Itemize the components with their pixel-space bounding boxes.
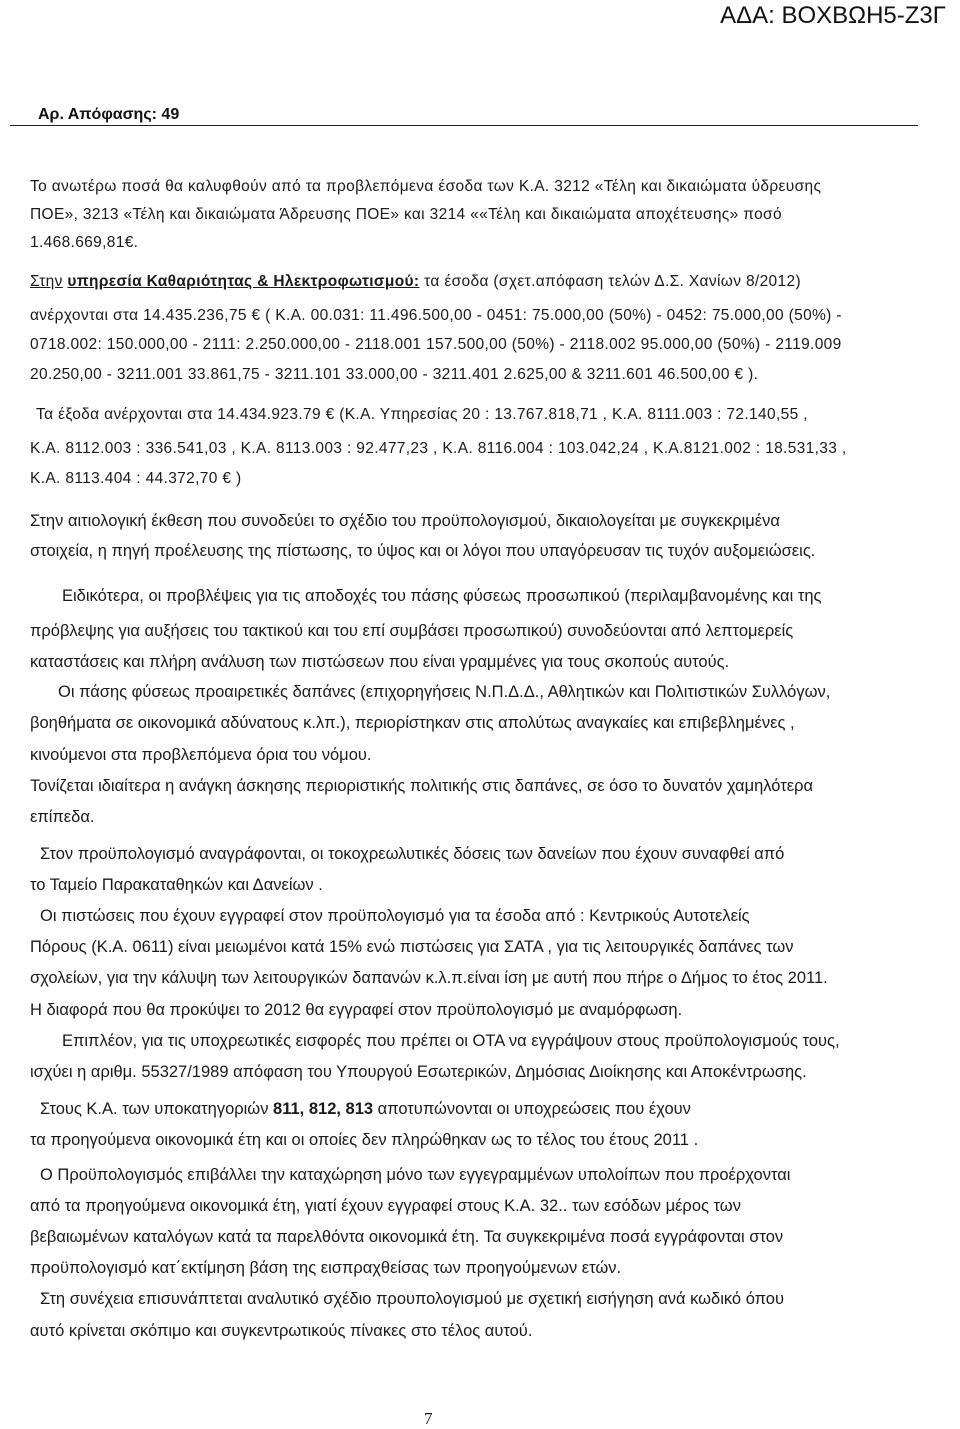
cleaning-expenses-line-2: Κ.Α. 8112.003 : 336.541,03 , Κ.Α. 8113.003 : 92.477,23 , Κ.Α. 8116.004 : 103.042,24 , Κ.Α.8121.002 : 18.531,33 ,: [30, 440, 847, 457]
mandatory-contributions-line-1: Επιπλέον, για τις υποχρεωτικές εισφορές που πρέπει οι ΟΤΑ να εγγράψουν στους προϋπολογισμούς τους,: [62, 1032, 840, 1050]
justification-line-1: Στην αιτιολογική έκθεση που συνοδεύει το σχέδιο του προϋπολογισμού, δικαιολογείται με συγκεκριμένα: [30, 512, 780, 530]
subcategories-prefix: Στους Κ.Α. των υποκατηγοριών: [40, 1100, 269, 1118]
funding-line-1: Το ανωτέρω ποσά θα καλυφθούν από τα προβλεπόμενα έσοδα των Κ.Α. 3212 «Τέλη και δικαιώματα ύδρευσης: [30, 178, 822, 195]
optional-expenses-line-2: βοηθήματα σε οικονομικά αδύνατους κ.λπ.), περιορίστηκαν στις απολύτως αναγκαίες και επιβεβλημένες ,: [30, 714, 795, 732]
balances-line-4: προϋπολογισμό κατ΄εκτίμηση βάση της εισπραχθείσας των προηγούμενων ετών.: [30, 1259, 622, 1277]
loan-instalments-line-1: Στον προϋπολογισμό αναγράφονται, οι τοκοχρεωλυτικές δόσεις των δανείων που έχουν συναφθεί από: [40, 845, 785, 863]
funding-line-3: 1.468.669,81€.: [30, 234, 139, 251]
decision-number: Αρ. Απόφασης: 49: [38, 106, 180, 123]
cleaning-service-name: υπηρεσία Καθαριότητας & Ηλεκτροφωτισμού:: [67, 273, 420, 290]
cleaning-expenses-line-1: Τα έξοδα ανέρχονται στα 14.434.923.79 € (Κ.Α. Υπηρεσίας 20 : 13.767.818,71 , Κ.Α. 8111.003 : 72.140,55 ,: [36, 406, 808, 423]
cleaning-revenue-intro: τα έσοδα (σχετ.απόφαση τελών Δ.Σ. Χανίων 8/2012): [424, 273, 801, 290]
staff-forecast-line-1: Ειδικότερα, οι προβλέψεις για τις αποδοχές του πάσης φύσεως προσωπικού (περιλαμβανομένης και της: [62, 587, 822, 605]
cleaning-prefix: Στην: [30, 273, 63, 290]
ada-code: ΑΔΑ: ΒΟΧΒΩΗ5-Ζ3Γ: [720, 2, 946, 29]
staff-forecast-line-2: πρόβλεψης για αυξήσεις του τακτικού και του επί συμβάσει προσωπικού) συνοδεύονται από λεπτομερείς: [30, 622, 794, 640]
optional-expenses-line-1: Οι πάσης φύσεως προαιρετικές δαπάνες (επιχορηγήσεις Ν.Π.Δ.Δ., Αθλητικών και Πολιτιστικών Συλλόγων,: [58, 683, 831, 701]
justification-line-2: στοιχεία, η πηγή προέλευσης της πίστωσης, το ύψος και οι λόγοι που υπαγόρευσαν τις τυχόν αυξομειώσεις.: [30, 542, 816, 560]
central-resources-line-4: Η διαφορά που θα προκύψει το 2012 θα εγγραφεί στον προϋπολογισμό με αναμόρφωση.: [30, 1001, 683, 1019]
subcategories-line-1: [40, 1100, 691, 1119]
cleaning-revenue-line-3: 0718.002: 150.000,00 - 2111: 2.250.000,00 - 2118.001 157.500,00 (50%) - 2118.002 95.000,00 (50%) - 2119.009: [30, 336, 842, 353]
restrictive-policy-line-1: Τονίζεται ιδιαίτερα η ανάγκη άσκησης περιοριστικής πολιτικής στις δαπάνες, σε όσο το δυνατόν χαμηλότερα: [30, 777, 814, 795]
subcategories-codes: 811, 812, 813: [273, 1100, 374, 1118]
attached-plan-line-2: αυτό κρίνεται σκόπιμο και συγκεντρωτικούς πίνακες στο τέλος αυτού.: [30, 1322, 533, 1340]
balances-line-3: βεβαιωμένων καταλόγων κατά τα παρελθόντα οικονομικά έτη. Τα συγκεκριμένα ποσά εγγράφονται στον: [30, 1228, 784, 1246]
page-number: 7: [424, 1409, 433, 1428]
funding-line-2: ΠΟΕ», 3213 «Τέλη και δικαιώματα Άδρευσης ΠΟΕ» και 3214 ««Τέλη και δικαιώματα αποχέτευσης» ποσό: [30, 206, 782, 223]
staff-forecast-line-3: καταστάσεις και πλήρη ανάλυση των πιστώσεων που είναι γραμμένες για τους σκοπούς αυτούς.: [30, 653, 730, 671]
mandatory-contributions-line-2: ισχύει η αριθμ. 55327/1989 απόφαση του Υπουργού Εσωτερικών, Δημόσιας Διοίκησης και Αποκέντρωσης.: [30, 1063, 807, 1081]
subcategories-suffix: αποτυπώνονται οι υποχρεώσεις που έχουν: [377, 1100, 691, 1118]
restrictive-policy-line-2: επίπεδα.: [30, 808, 95, 826]
optional-expenses-line-3: κινούμενοι στα προβλεπόμενα όρια του νόμου.: [30, 746, 372, 764]
cleaning-expenses-line-3: Κ.Α. 8113.404 : 44.372,70 € ): [30, 470, 242, 487]
cleaning-revenue-line-4: 20.250,00 - 3211.001 33.861,75 - 3211.101 33.000,00 - 3211.401 2.625,00 & 3211.601 46.500,00 € ).: [30, 366, 759, 383]
loan-instalments-line-2: το Ταμείο Παρακαταθηκών και Δανείων .: [30, 876, 323, 894]
central-resources-line-3: σχολείων, για την κάλυψη των λειτουργικών δαπανών κ.λ.π.είναι ίση με αυτή που πήρε ο Δήμος το έτος 2011.: [30, 969, 828, 987]
attached-plan-line-1: Στη συνέχεια επισυνάπτεται αναλυτικό σχέδιο προυπολογισμού με σχετική εισήγηση ανά κωδικό όπου: [40, 1290, 784, 1308]
subcategories-line-2: τα προηγούμενα οικονομικά έτη και οι οποίες δεν πληρώθηκαν ως το τέλος του έτους 2011 .: [30, 1131, 699, 1149]
central-resources-line-2: Πόρους (Κ.Α. 0611) είναι μειωμένοι κατά 15% ενώ πιστώσεις για ΣΑΤΑ , για τις λειτουργικές δαπάνες των: [30, 938, 794, 956]
balances-line-2: από τα προηγούμενα οικονομικά έτη, γιατί έχουν εγγραφεί στους Κ.Α. 32.. των εσόδων μέρος των: [30, 1197, 741, 1215]
central-resources-line-1: Οι πιστώσεις που έχουν εγγραφεί στον προϋπολογισμό για τα έσοδα από : Κεντρικούς Αυτοτελείς: [40, 907, 750, 925]
balances-line-1: Ο Προϋπολογισμός επιβάλλει την καταχώρηση μόνο των εγγεγραμμένων υπολοίπων που προέρχονται: [40, 1166, 791, 1184]
header-divider: [10, 125, 918, 126]
cleaning-service-line-1: [30, 273, 801, 291]
cleaning-revenue-line-2: ανέρχονται στα 14.435.236,75 € ( Κ.Α. 00.031: 11.496.500,00 - 0451: 75.000,00 (50%) - 0452: 75.000,00 (50%) -: [30, 307, 842, 324]
